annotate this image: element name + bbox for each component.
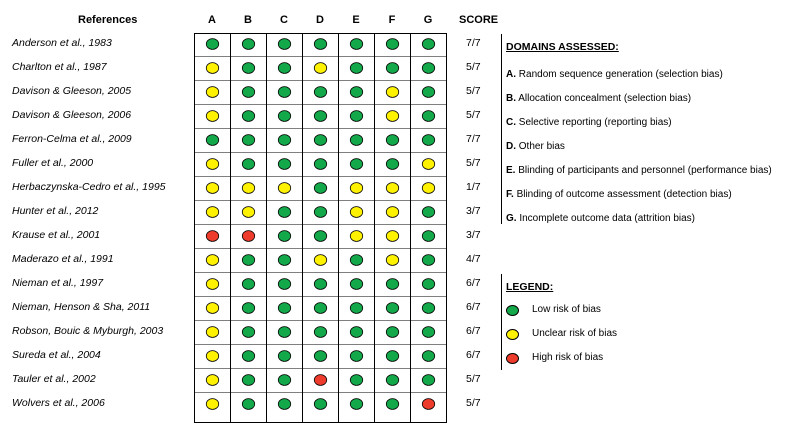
rating-dot-low — [422, 255, 434, 266]
rating-dot-low — [242, 255, 254, 266]
score-value: 6/7 — [466, 301, 481, 313]
rating-dot-low — [422, 207, 434, 218]
rating-dot-low — [278, 375, 290, 386]
rating-dot-low — [422, 87, 434, 98]
rating-dot-low — [242, 375, 254, 386]
rating-dot-low — [278, 351, 290, 362]
rating-dot-high — [422, 399, 434, 410]
domains-title: DOMAINS ASSESSED: — [506, 41, 619, 53]
score-value: 3/7 — [466, 205, 481, 217]
rating-dot-low — [422, 351, 434, 362]
rating-dot-low — [278, 327, 290, 338]
rating-dot-low — [422, 231, 434, 242]
domain-item — [506, 69, 723, 80]
rating-dot-low — [242, 351, 254, 362]
reference-label: Davison & Gleeson, 2005 — [12, 85, 132, 97]
rating-dot-low — [350, 135, 362, 146]
rating-dot-unclear — [386, 111, 398, 122]
score-value: 6/7 — [466, 349, 481, 361]
rating-dot-low — [350, 63, 362, 74]
score-value: 7/7 — [466, 37, 481, 49]
risk-of-bias-grid — [194, 33, 447, 423]
rating-dot-low — [278, 63, 290, 74]
reference-label: Herbaczynska-Cedro et al., 1995 — [12, 181, 166, 193]
rating-dot-high — [206, 231, 218, 242]
legend-swatch-high — [506, 353, 519, 364]
rating-dot-low — [422, 303, 434, 314]
reference-label: Anderson et al., 1983 — [12, 37, 112, 49]
domain-text: Allocation concealment (selection bias) — [518, 93, 692, 104]
rating-dot-low — [314, 183, 326, 194]
rating-dot-low — [314, 159, 326, 170]
domain-text: Blinding of outcome assessment (detection bias) — [516, 189, 732, 200]
domain-letter: D. — [506, 141, 516, 152]
column-header-b: B — [244, 14, 252, 26]
rating-dot-unclear — [242, 183, 254, 194]
rating-dot-low — [314, 39, 326, 50]
rating-dot-unclear — [386, 255, 398, 266]
reference-label: Sureda et al., 2004 — [12, 349, 101, 361]
reference-label: Charlton et al., 1987 — [12, 61, 107, 73]
rating-dot-low — [422, 327, 434, 338]
rating-dot-low — [278, 279, 290, 290]
rating-dot-low — [242, 279, 254, 290]
score-value: 5/7 — [466, 397, 481, 409]
rating-dot-low — [386, 375, 398, 386]
rating-dot-low — [314, 351, 326, 362]
reference-label: Ferron-Celma et al., 2009 — [12, 133, 132, 145]
rating-dot-unclear — [314, 255, 326, 266]
rating-dot-low — [386, 327, 398, 338]
legend-label: Unclear risk of bias — [532, 328, 618, 339]
references-header: References — [78, 14, 138, 26]
rating-dot-low — [386, 303, 398, 314]
rating-dot-low — [350, 159, 362, 170]
reference-label: Nieman, Henson & Sha, 2011 — [12, 301, 151, 313]
reference-label: Tauler et al., 2002 — [12, 373, 96, 385]
rating-dot-unclear — [206, 327, 218, 338]
rating-dot-low — [386, 135, 398, 146]
rating-dot-low — [350, 87, 362, 98]
rating-dot-low — [242, 327, 254, 338]
rating-dot-unclear — [242, 207, 254, 218]
rating-dot-low — [314, 135, 326, 146]
rating-dot-low — [278, 231, 290, 242]
score-value: 3/7 — [466, 229, 481, 241]
reference-label: Fuller et al., 2000 — [12, 157, 94, 169]
rating-dot-low — [386, 39, 398, 50]
rating-dot-unclear — [386, 87, 398, 98]
rating-dot-low — [278, 159, 290, 170]
rating-dot-low — [422, 135, 434, 146]
rating-dot-low — [314, 87, 326, 98]
rating-dot-low — [350, 327, 362, 338]
rating-dot-low — [314, 207, 326, 218]
domain-letter: B. — [506, 93, 516, 104]
rating-dot-low — [278, 303, 290, 314]
rating-dot-low — [350, 111, 362, 122]
rating-dot-low — [386, 399, 398, 410]
rating-dot-low — [314, 111, 326, 122]
rating-dot-unclear — [350, 207, 362, 218]
rating-dot-low — [242, 63, 254, 74]
rating-dot-unclear — [422, 183, 434, 194]
column-header-c: C — [280, 14, 288, 26]
rating-dot-low — [314, 279, 326, 290]
domain-text: Selective reporting (reporting bias) — [518, 117, 672, 128]
domain-text: Blinding of participants and personnel (performance bias) — [518, 165, 772, 176]
domain-letter: G. — [506, 213, 517, 224]
rating-dot-low — [422, 63, 434, 74]
reference-label: Davison & Gleeson, 2006 — [12, 109, 132, 121]
rating-dot-low — [314, 399, 326, 410]
column-header-f: F — [388, 14, 396, 26]
score-value: 5/7 — [466, 85, 481, 97]
rating-dot-unclear — [314, 63, 326, 74]
score-value: 1/7 — [466, 181, 481, 193]
rating-dot-low — [350, 39, 362, 50]
rating-dot-low — [350, 351, 362, 362]
domains-divider — [501, 34, 502, 224]
domain-letter: E. — [506, 165, 516, 176]
rating-dot-unclear — [206, 63, 218, 74]
rating-dot-low — [242, 87, 254, 98]
score-value: 6/7 — [466, 277, 481, 289]
rating-dot-low — [314, 303, 326, 314]
domain-item — [506, 141, 565, 152]
column-header-a: A — [208, 14, 216, 26]
rating-dot-low — [350, 303, 362, 314]
rating-dot-low — [278, 39, 290, 50]
rating-dot-low — [386, 279, 398, 290]
score-value: 6/7 — [466, 325, 481, 337]
domain-text: Incomplete outcome data (attrition bias) — [519, 213, 695, 224]
score-value: 7/7 — [466, 133, 481, 145]
rating-dot-low — [314, 231, 326, 242]
rating-dot-unclear — [206, 183, 218, 194]
rating-dot-low — [422, 279, 434, 290]
legend-title: LEGEND: — [506, 281, 554, 293]
rating-dot-low — [278, 207, 290, 218]
rating-dot-unclear — [350, 231, 362, 242]
rating-dot-low — [242, 39, 254, 50]
column-header-d: D — [316, 14, 324, 26]
rating-dot-unclear — [278, 183, 290, 194]
score-value: 4/7 — [466, 253, 481, 265]
domain-letter: C. — [506, 117, 516, 128]
score-value: 5/7 — [466, 61, 481, 73]
rating-dot-unclear — [206, 351, 218, 362]
rating-dot-low — [422, 111, 434, 122]
column-header-e: E — [352, 14, 360, 26]
rating-dot-low — [278, 111, 290, 122]
domain-item — [506, 165, 772, 176]
domain-text: Other bias — [518, 141, 565, 152]
rating-dot-high — [242, 231, 254, 242]
rating-dot-low — [386, 63, 398, 74]
rating-dot-low — [206, 39, 218, 50]
rating-dot-unclear — [206, 255, 218, 266]
rating-dot-low — [278, 399, 290, 410]
rating-dot-unclear — [386, 231, 398, 242]
rating-dot-low — [350, 279, 362, 290]
reference-label: Wolvers et al., 2006 — [12, 397, 105, 409]
rating-dot-low — [242, 135, 254, 146]
rating-dot-low — [422, 39, 434, 50]
rating-dot-low — [242, 159, 254, 170]
domain-item — [506, 93, 691, 104]
rating-dot-unclear — [386, 183, 398, 194]
rating-dot-unclear — [422, 159, 434, 170]
legend-swatch-unclear — [506, 329, 519, 340]
rating-dot-unclear — [206, 279, 218, 290]
rating-dot-unclear — [206, 159, 218, 170]
legend-label: Low risk of bias — [532, 304, 601, 315]
rating-dot-unclear — [206, 303, 218, 314]
domain-letter: A. — [506, 69, 516, 80]
rating-dot-low — [350, 375, 362, 386]
column-header-g: G — [423, 14, 433, 26]
rating-dot-low — [350, 255, 362, 266]
rating-dot-low — [242, 303, 254, 314]
legend-label: High risk of bias — [532, 352, 604, 363]
rating-dot-low — [242, 399, 254, 410]
rating-dot-high — [314, 375, 326, 386]
score-value: 5/7 — [466, 109, 481, 121]
rating-dot-low — [386, 351, 398, 362]
reference-label: Hunter et al., 2012 — [12, 205, 99, 217]
domain-letter: F. — [506, 189, 514, 200]
rating-dot-low — [278, 87, 290, 98]
reference-label: Robson, Bouic & Myburgh, 2003 — [12, 325, 164, 337]
domain-item — [506, 189, 732, 200]
rating-dot-unclear — [386, 207, 398, 218]
domain-text: Random sequence generation (selection bias) — [518, 69, 723, 80]
rating-dot-unclear — [206, 399, 218, 410]
domain-item — [506, 213, 695, 224]
legend-swatch-low — [506, 305, 519, 316]
rating-dot-low — [386, 159, 398, 170]
reference-label: Nieman et al., 1997 — [12, 277, 104, 289]
score-value: 5/7 — [466, 157, 481, 169]
rating-dot-unclear — [206, 111, 218, 122]
rating-dot-unclear — [206, 207, 218, 218]
score-value: 5/7 — [466, 373, 481, 385]
domain-item — [506, 117, 672, 128]
rating-dot-low — [206, 135, 218, 146]
rating-dot-unclear — [350, 183, 362, 194]
rating-dot-low — [278, 255, 290, 266]
legend-divider — [501, 274, 502, 370]
rating-dot-low — [278, 135, 290, 146]
reference-label: Krause et al., 2001 — [12, 229, 101, 241]
reference-label: Maderazo et al., 1991 — [12, 253, 114, 265]
rating-dot-low — [314, 327, 326, 338]
rating-dot-low — [422, 375, 434, 386]
rating-dot-low — [242, 111, 254, 122]
score-header: SCORE — [459, 14, 499, 26]
rating-dot-unclear — [206, 87, 218, 98]
rating-dot-low — [350, 399, 362, 410]
rating-dot-unclear — [206, 375, 218, 386]
